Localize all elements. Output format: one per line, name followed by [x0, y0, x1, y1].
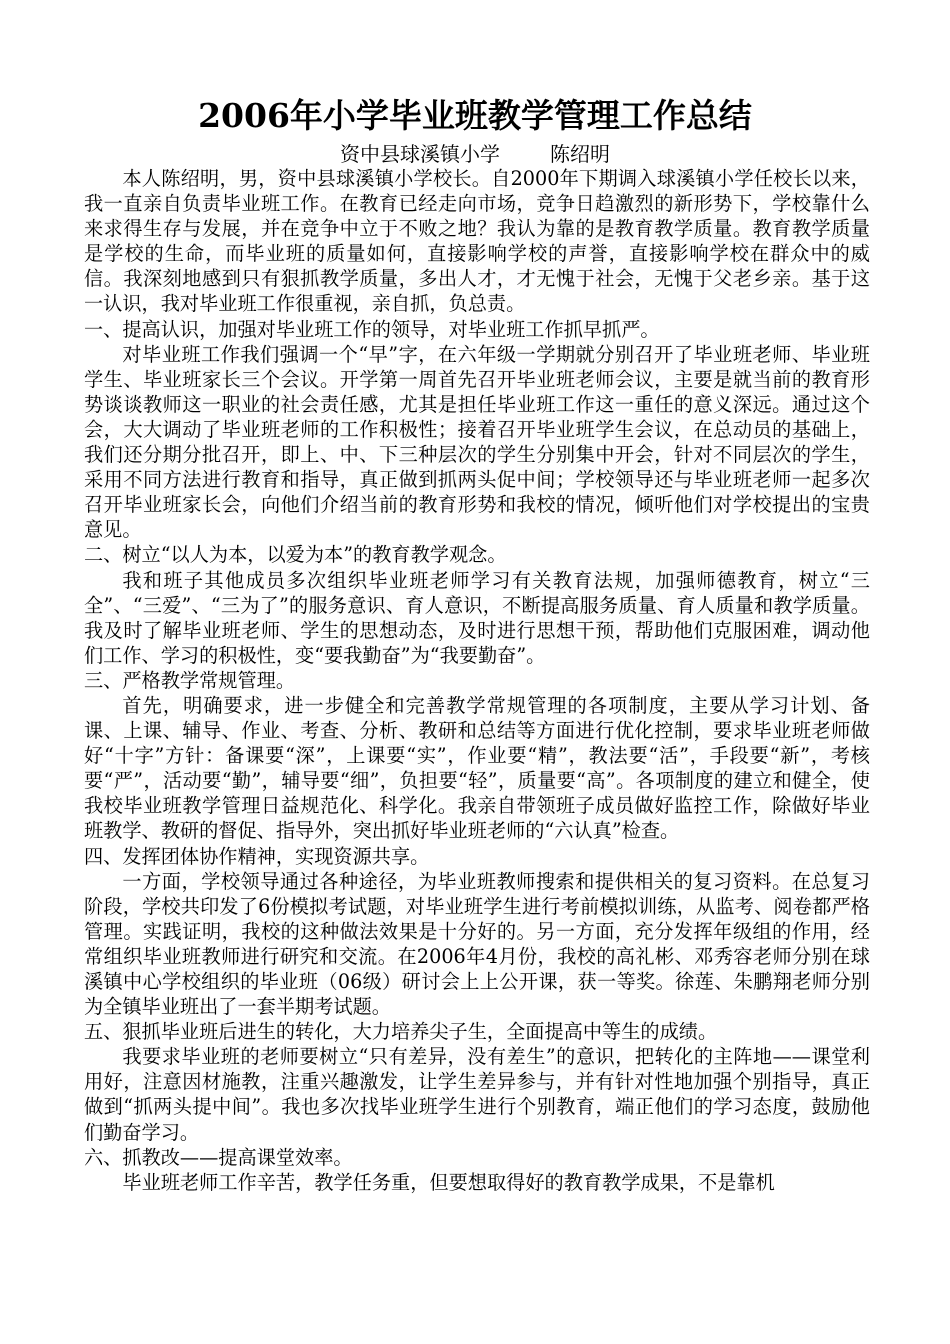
section-heading: 四、发挥团体协作精神，实现资源共享。	[84, 844, 430, 868]
byline	[0, 141, 950, 167]
paragraph: 一方面，学校领导通过各种途径，为毕业班教师搜索和提供相关的复习资料。在总复习阶段，学校共印发了6份模拟考试题，对毕业班学生进行考前模拟训练，从监考、阅卷都严格管理。实践证明，我校的这种做法效果是十分好的。另一方面，充分发挥年级组的作用，经常组织毕业班教师进行研究和交流。在2006年4月份，我校的高礼彬、邓秀容老师分别在球溪镇中心学校组织的毕业班（06级）研讨会上上公开课，获一等奖。徐莲、朱鹏翔老师分别为全镇毕业班出了一套半期考试题。	[84, 869, 870, 1019]
paragraph: 本人陈绍明，男，资中县球溪镇小学校长。自2000年下期调入球溪镇小学任校长以来，我一直亲自负责毕业班工作。在教育已经走向市场，竞争日趋激烈的新形势下，学校靠什么来求得生存与发展，并在竞争中立于不败之地？我认为靠的是教育教学质量。教育教学质量是学校的生命，而毕业班的质量如何，直接影响学校的声誉，直接影响学校在群众中的威信。我深刻地感到只有狠抓教学质量，多出人才，才无愧于社会，无愧于父老乡亲。基于这一认识，我对毕业班工作很重视，亲自抓，负总责。	[84, 167, 870, 316]
section-heading: 六、抓教改——提高课堂效率。	[84, 1145, 353, 1169]
document-title: 2006年小学毕业班教学管理工作总结	[198, 96, 752, 135]
author-name: 陈绍明	[550, 142, 610, 166]
paragraph: 对毕业班工作我们强调一个“早”字，在六年级一学期就分别召开了毕业班老师、毕业班学生、毕业班家长三个会议。开学第一周首先召开毕业班老师会议，主要是就当前的教育形势谈谈教师这一职业的社会责任感，尤其是担任毕业班工作这一重任的意义深远。通过这个会，大大调动了毕业班老师的工作积极性；接着召开毕业班学生会议，在总动员的基础上，我们还分期分批召开，即上、中、下三种层次的学生分别集中开会，针对不同层次的学生，采用不同方法进行教育和指导，真正做到抓两头促中间；学校领导还与毕业班老师一起多次召开毕业班家长会，向他们介绍当前的教育形势和我校的情况，倾听他们对学校提出的宝贵意见。	[84, 342, 870, 542]
section-heading: 五、狠抓毕业班后进生的转化，大力培养尖子生，全面提高中等生的成绩。	[84, 1020, 718, 1044]
paragraph: 我要求毕业班的老师要树立“只有差异，没有差生”的意识，把转化的主阵地——课堂利用好，注意因材施教，注重兴趣激发，让学生差异参与，并有针对性地加强个别指导，真正做到“抓两头提中间”。我也多次找毕业班学生进行个别教育，端正他们的学习态度，鼓励他们勤奋学习。	[84, 1045, 870, 1144]
paragraph: 毕业班老师工作辛苦，教学任务重，但要想取得好的教育教学成果，不是靠机	[122, 1170, 775, 1194]
section-heading: 三、严格教学常规管理。	[84, 668, 296, 692]
section-heading: 二、树立“以人为本，以爱为本”的教育教学观念。	[84, 543, 507, 567]
paragraph: 首先，明确要求，进一步健全和完善教学常规管理的各项制度，主要从学习计划、备课、上课、辅导、作业、考查、分析、教研和总结等方面进行优化控制，要求毕业班老师做好“十字”方针：备课要“深”，上课要“实”，作业要“精”，教法要“活”，手段要“新”，考核要“严”，活动要“勤”，辅导要“细”，负担要“轻”，质量要“高”。各项制度的建立和健全，使我校毕业班教学管理日益规范化、科学化。我亲自带领班子成员做好监控工作，除做好毕业班教学、教研的督促、指导外，突出抓好毕业班老师的“六认真”检查。	[84, 693, 870, 843]
section-heading: 一、提高认识，加强对毕业班工作的领导，对毕业班工作抓早抓严。	[84, 317, 660, 341]
school-name: 资中县球溪镇小学	[340, 142, 500, 166]
document-body	[84, 166, 870, 1195]
paragraph: 我和班子其他成员多次组织毕业班老师学习有关教育法规，加强师德教育，树立“三全”、“三爱”、“三为了”的服务意识、育人意识，不断提高服务质量、育人质量和教学质量。我及时了解毕业班老师、学生的思想动态，及时进行思想干预，帮助他们克服困难，调动他们工作、学习的积极性，变“要我勤奋”为“我要勤奋”。	[84, 568, 870, 667]
